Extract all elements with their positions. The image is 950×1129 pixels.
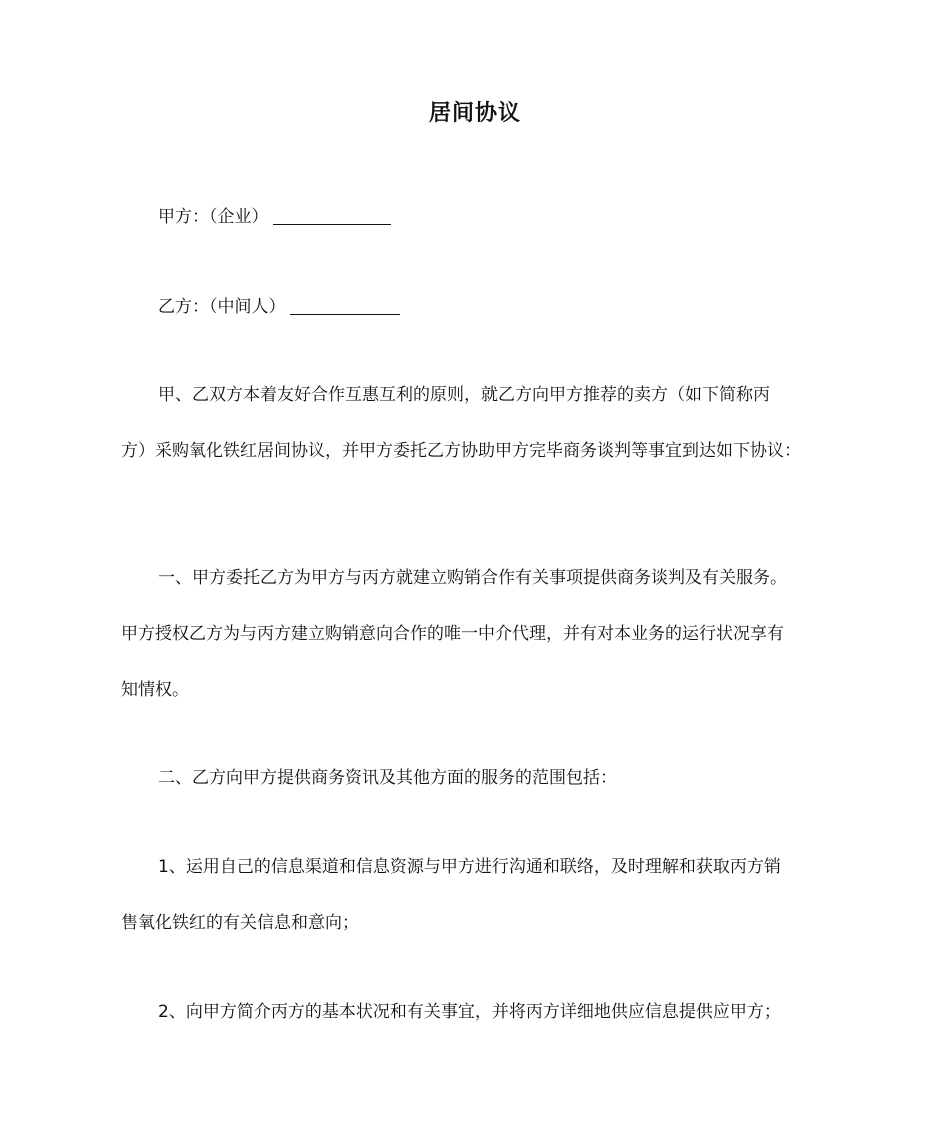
party-b-label: 乙方：（中间人） (158, 297, 286, 317)
clause2-item2: 2、向甲方简介丙方的基本状况和有关事宜，并将丙方详细地供应信息提供应甲方； (158, 1002, 781, 1022)
intro-line-1: 甲、乙双方本着友好合作互惠互利的原则，就乙方向甲方推荐的卖方（如下简称丙 (158, 385, 770, 405)
party-a-blank (273, 206, 391, 225)
party-b-line (158, 295, 400, 319)
clause2-heading: 二、乙方向甲方提供商务资讯及其他方面的服务的范围包括： (158, 768, 617, 788)
clause2-item1-line-2: 售氧化铁红的有关信息和意向； (121, 913, 359, 933)
clause2-item1-line-1: 1、运用自己的信息渠道和信息资源与甲方进行沟通和联络，及时理解和获取丙方销 (158, 857, 781, 877)
intro-line-2: 方）采购氧化铁红居间协议，并甲方委托乙方协助甲方完毕商务谈判等事宜到达如下协议： (121, 441, 801, 461)
clause1-line-2: 甲方授权乙方为与丙方建立购销意向合作的唯一中介代理，并有对本业务的运行状况享有 (121, 624, 784, 644)
party-b-blank (290, 296, 400, 315)
party-a-label: 甲方：（企业） (158, 207, 269, 227)
document-title: 居间协议 (428, 101, 521, 126)
clause1-line-3: 知情权。 (121, 680, 189, 700)
clause1-line-1: 一、甲方委托乙方为甲方与丙方就建立购销合作有关事项提供商务谈判及有关服务。 (158, 568, 787, 588)
party-a-line (158, 205, 391, 229)
